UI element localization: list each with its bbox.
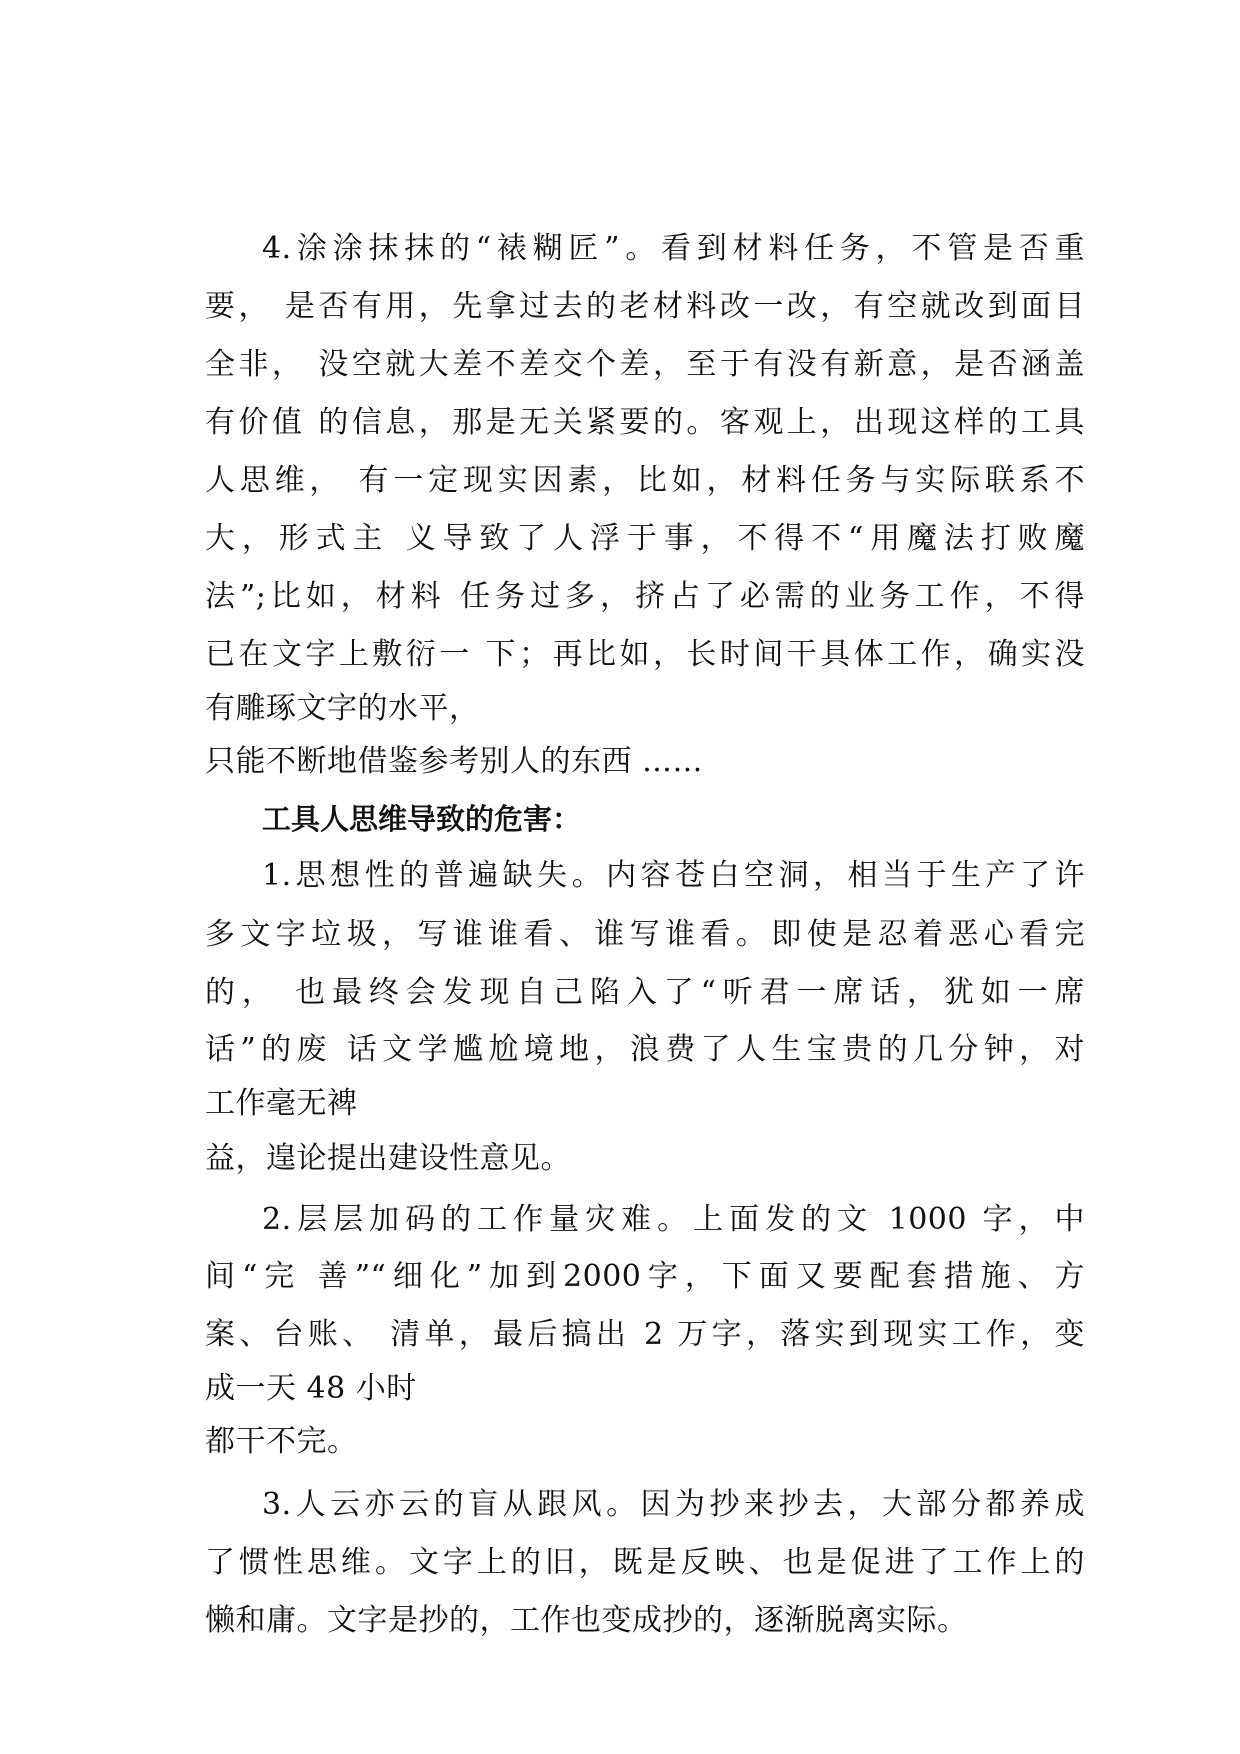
item-line: 1.思想性的普遍缺失。内容苍白空洞，相当于生产了许 bbox=[262, 858, 1085, 893]
paragraph-line: 大，形式主 义导致了人浮于事，不得不“用魔法打败魔 bbox=[205, 521, 1085, 556]
paragraph-line: 法”;比如，材料 任务过多，挤占了必需的业务工作，不得 bbox=[205, 579, 1085, 614]
item-line: 3.人云亦云的盲从跟风。因为抄来抄去，大部分都养成 bbox=[262, 1487, 1085, 1522]
item-line: 益，遑论提出建设性意见。 bbox=[205, 1141, 571, 1176]
item-line: 了惯性思维。文字上的旧，既是反映、也是促进了工作上的 bbox=[205, 1545, 1085, 1580]
item-line: 2.层层加码的工作量灾难。上面发的文 1000 字，中 bbox=[262, 1202, 1085, 1237]
item-line: 案、台账、 清单，最后搞出 2 万字，落实到现实工作，变 bbox=[205, 1317, 1085, 1352]
paragraph-line: 已在文字上敷衍一 下；再比如，长时间干具体工作，确实没 bbox=[205, 637, 1085, 672]
paragraph-line: 4.涂涂抹抹的“裱糊匠”。看到材料任务，不管是否重 bbox=[262, 231, 1085, 266]
section-heading: 工具人思维导致的危害： bbox=[262, 802, 582, 836]
item-line: 的， 也最终会发现自己陷入了“听君一席话，犹如一席 bbox=[205, 975, 1085, 1010]
item-line: 成一天 48 小时 bbox=[205, 1371, 417, 1406]
paragraph-line: 有价值 的信息，那是无关紧要的。客观上，出现这样的工具 bbox=[205, 405, 1085, 440]
item-line: 话”的废 话文学尴尬境地，浪费了人生宝贵的几分钟，对 bbox=[205, 1032, 1085, 1067]
paragraph-line: 只能不断地借鉴参考别人的东西 …… bbox=[205, 744, 704, 779]
item-line: 间“完 善”“细化”加到2000字，下面又要配套措施、方 bbox=[205, 1259, 1085, 1294]
item-line: 懒和庸。文字是抄的，工作也变成抄的，逐渐脱离实际。 bbox=[205, 1603, 968, 1638]
item-line: 都干不完。 bbox=[205, 1424, 358, 1459]
paragraph-line: 有雕琢文字的水平， bbox=[205, 691, 480, 726]
paragraph-line: 要， 是否有用，先拿过去的老材料改一改，有空就改到面目 bbox=[205, 289, 1085, 324]
paragraph-line: 全非， 没空就大差不差交个差，至于有没有新意，是否涵盖 bbox=[205, 347, 1085, 382]
item-line: 工作毫无裨 bbox=[205, 1086, 358, 1121]
paragraph-line: 人思维， 有一定现实因素，比如，材料任务与实际联系不 bbox=[205, 463, 1085, 498]
item-line: 多文字垃圾，写谁谁看、谁写谁看。即使是忍着恶心看完 bbox=[205, 917, 1085, 952]
